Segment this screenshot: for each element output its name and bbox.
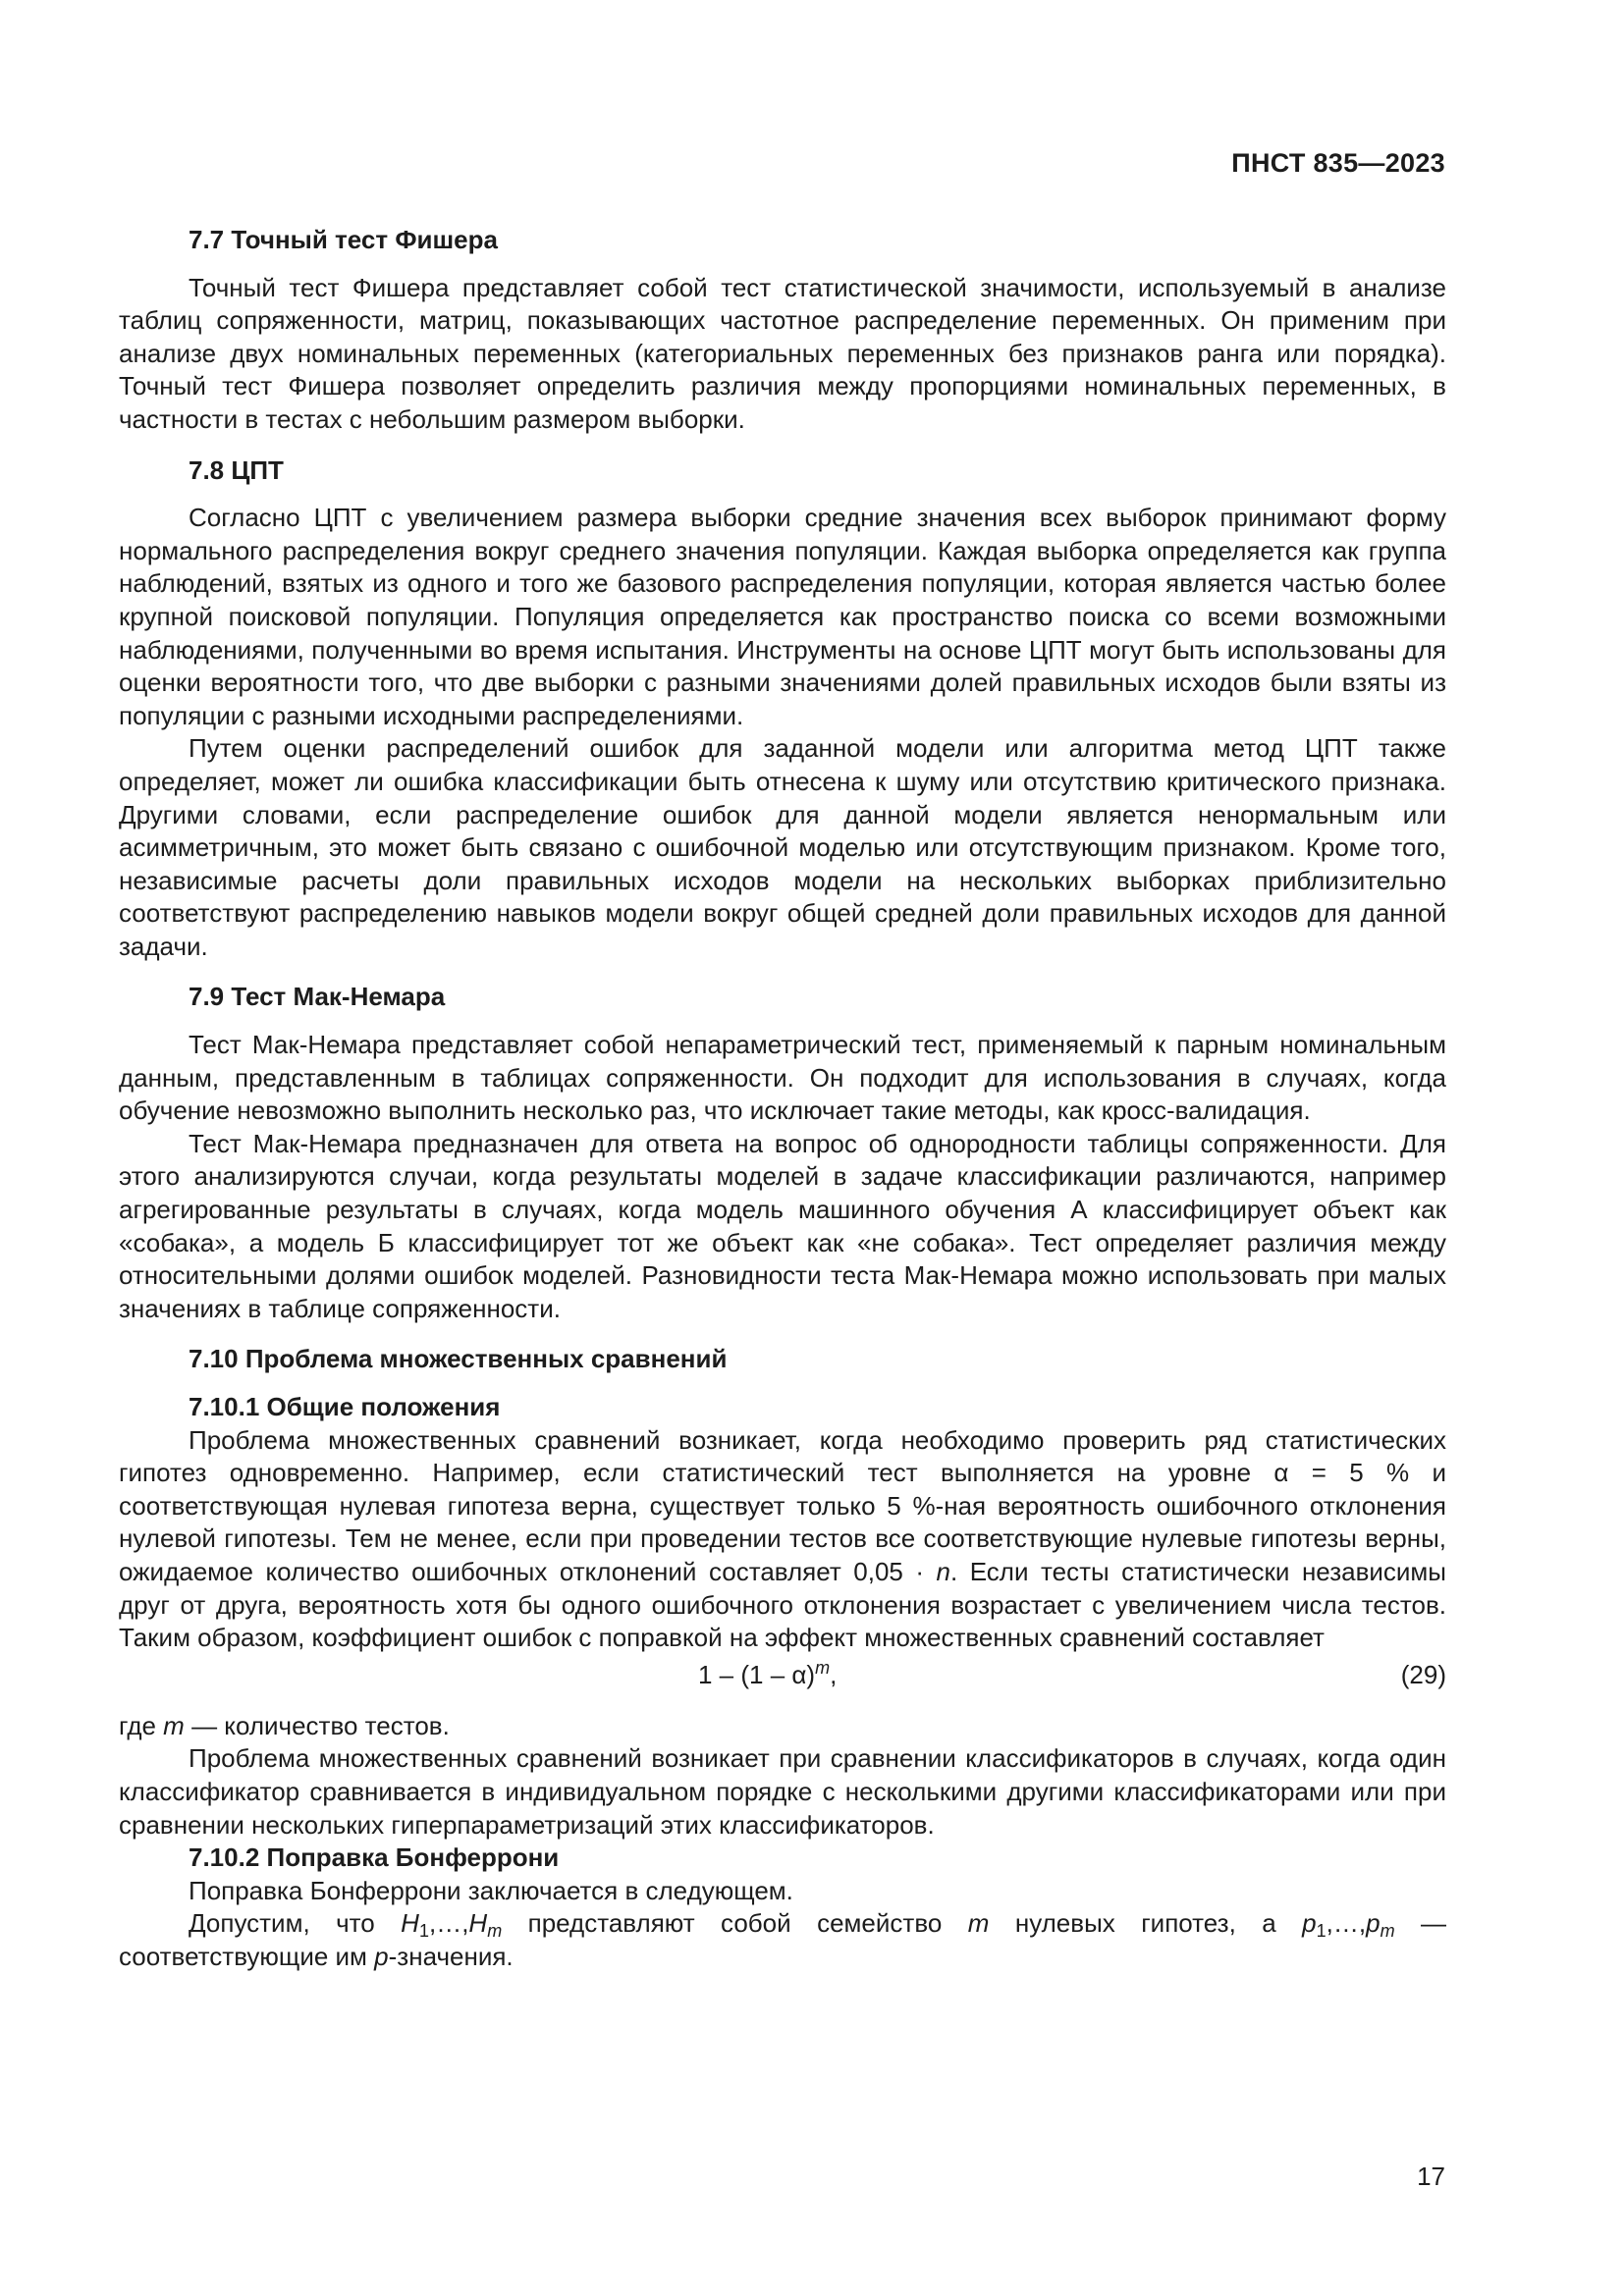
subscript: m <box>1380 1921 1395 1942</box>
formula-where-line <box>119 1710 1446 1743</box>
paragraph-7-10-4 <box>119 1907 1446 1973</box>
paragraph-7-7-1: Точный тест Фишера представляет собой тест статистической значимости, используемый в анализе таблиц сопряженности, матриц, показывающих частотное распределение переменных. Он применим при анализе двух номинальных переменных (категориальных переменных без признаков ранга или порядка). Точный тест Фишера позволяет определить различия между пропорциями номинальных переменных, в частности в тестах с небольшим размером выборки. <box>119 272 1446 434</box>
paragraph-7-9-2: Тест Мак-Немара предназначен для ответа на вопрос об однородности таблицы сопряженности. Для этого анализируются случаи, когда результаты моделей в задаче классификации различаются, например агрегированные результаты в случаях, когда модель машинного обучения А классифицирует объект как «собака», а модель Б классифицирует тот же объект как «не собака». Тест определяет различия между относительными долями ошибок моделей. Разновидности теста Мак-Немара можно использовать при малых значениях в таблице сопряженности. <box>119 1128 1446 1323</box>
section-title-7-9: 7.9 Тест Мак-Немара <box>189 982 446 1012</box>
formula-29 <box>119 1655 1446 1710</box>
formula-exponent: m <box>815 1657 831 1678</box>
variable-p: p <box>1302 1908 1317 1939</box>
variable-h: H <box>401 1908 419 1939</box>
variable-n: n <box>936 1556 951 1586</box>
paragraph-7-8-2: Путем оценки распределений ошибок для заданной модели или алгоритма метод ЦПТ также определяет, может ли ошибка классификации быть отнесена к шуму или отсутствию критического признака. Другими словами, если распределение ошибок для данной модели является ненормальным или асимметричным, это может быть связано с ошибочной моделью или отсутствующим признаком. Кроме того, независимые расчеты доли правильных исходов модели на нескольких выборках приблизительно соответствуют распределению навыков модели вокруг общей средней доли правильных исходов для данной задачи. <box>119 733 1446 961</box>
text-fragment: ,…, <box>1326 1908 1367 1939</box>
paragraph-7-9-1: Тест Мак-Немара представляет собой непараметрический тест, применяемый к парным номинальным данным, представленным в таблицах сопряженности. Он подходит для использования в случаях, когда обучение невозможно выполнить несколько раз, что исключает такие методы, как кросс-валидация. <box>119 1030 1446 1126</box>
section-title-7-7: 7.7 Точный тест Фишера <box>189 225 498 254</box>
where-prefix: где <box>119 1710 164 1740</box>
paragraph-7-10-2: Проблема множественных сравнений возникает при сравнении классификаторов в случаях, когда один классификатор сравнивается в индивидуальном порядке с несколькими другими классификаторами или при сравнении нескольких гиперпараметризаций этих классификаторов. <box>119 1743 1446 1840</box>
text-fragment: представляют собой семейство <box>502 1908 968 1939</box>
paragraph-7-10-1-part-b: . Если тесты статистически независимы друг от друга, вероятность хотя бы одного ошибочного отклонения возрастает с увеличением числа тестов. Таким образом, коэффициент ошибок с поправкой на эффект множественных сравнений составляет <box>119 1556 1446 1653</box>
text-fragment: -значения. <box>388 1941 514 1971</box>
paragraph-7-10-1-part-a: Проблема множественных сравнений возникает, когда необходимо проверить ряд статистических гипотез одновременно. Например, если статистический тест выполняется на уровне α = 5 % и соответствующая нулевая гипотеза верна, существует только 5 %-ная вероятность ошибочного отклонения нулевой гипотезы. Тем не менее, если при проведении тестов все соответствующие нулевые гипотезы верны, ожидаемое количество ошибочных отклонений составляет 0,05 · <box>119 1424 1446 1586</box>
page-number: 17 <box>1417 2162 1445 2191</box>
text-fragment: ,…, <box>428 1908 469 1939</box>
section-title-7-8: 7.8 ЦПТ <box>189 454 284 485</box>
text-fragment: Допустим, что <box>189 1908 402 1939</box>
formula-base: 1 – (1 – α) <box>698 1659 816 1689</box>
variable-m: m <box>967 1908 990 1939</box>
variable-m: m <box>163 1710 185 1740</box>
variable-p: p <box>1366 1908 1380 1939</box>
variable-p: p <box>374 1941 389 1971</box>
subsection-title-7-10-2: 7.10.2 Поправка Бонферрони <box>189 1842 560 1873</box>
text-fragment: — соответствующие им <box>119 1908 1446 1971</box>
subscript: 1 <box>418 1921 429 1942</box>
section-title-7-10: 7.10 Проблема множественных сравнений <box>189 1344 728 1374</box>
formula-tail: , <box>830 1659 838 1689</box>
text-fragment: нулевых гипотез, а <box>989 1908 1303 1939</box>
subscript: 1 <box>1316 1921 1326 1942</box>
formula-expression <box>698 1659 837 1692</box>
paragraph-7-10-3: Поправка Бонферрони заключается в следующем. <box>189 1875 793 1905</box>
paragraph-7-10-1 <box>119 1424 1446 1655</box>
subsection-title-7-10-1: 7.10.1 Общие положения <box>189 1392 501 1421</box>
variable-h: H <box>468 1908 488 1939</box>
page-content <box>119 224 1446 1974</box>
where-suffix: — количество тестов. <box>184 1710 450 1740</box>
document-code: ПНСТ 835—2023 <box>1231 148 1445 178</box>
paragraph-7-8-1: Согласно ЦПТ с увеличением размера выборки средние значения всех выборок принимают форму нормального распределения вокруг среднего значения популяции. Каждая выборка определяется как группа наблюдений, взятых из одного и того же базового распределения популяции, которая является частью более крупной поисковой популяции. Популяция определяется как пространство поиска со всеми возможными наблюдениями, полученными во время испытания. Инструменты на основе ЦПТ могут быть использованы для оценки вероятности того, что две выборки с разными значениями долей правильных исходов были взяты из популяции с разными исходными распределениями. <box>119 503 1446 730</box>
formula-number: (29) <box>1400 1659 1446 1689</box>
subscript: m <box>487 1921 503 1942</box>
